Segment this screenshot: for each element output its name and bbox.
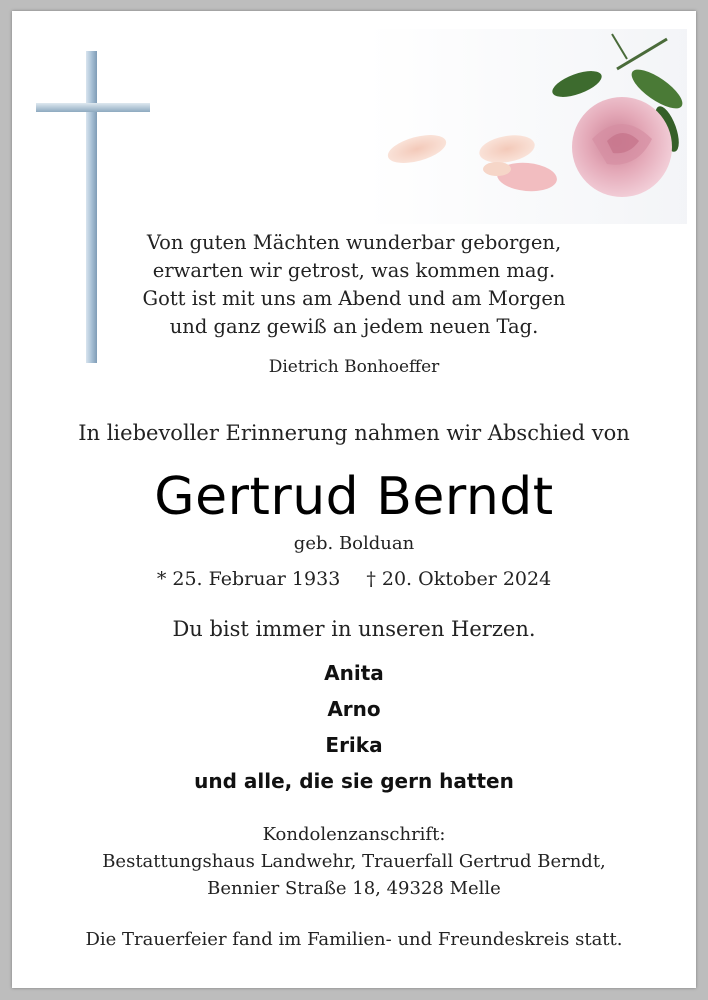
condolence-address [12,821,696,902]
death-date: † 20. Oktober 2024 [366,568,552,590]
birth-date: * 25. Februar 1933 [156,568,341,590]
poem-line: Gott ist mit uns am Abend und am Morgen [142,287,566,310]
mourner-name: Erika [325,733,383,757]
intro-text: In liebevoller Erinnerung nahmen wir Abschied von [78,421,630,445]
mourner-name: Anita [324,661,384,685]
poem-author: Dietrich Bonhoeffer [268,357,440,377]
motto: Du bist immer in unseren Herzen. [172,617,536,641]
mourner-name: und alle, die sie gern hatten [194,769,514,793]
deceased-name: Gertrud Berndt [154,467,554,527]
poem [12,229,696,341]
service-note: Die Trauerfeier fand im Familien- und Freundeskreis statt. [85,929,623,950]
mourners-list [12,655,696,799]
mourner-name: Arno [327,697,381,721]
life-dates [12,568,696,590]
obituary-card [12,11,696,988]
condolence-line: Bennier Straße 18, 49328 Melle [207,878,501,899]
poem-line: Von guten Mächten wunderbar geborgen, [146,231,562,254]
condolence-heading: Kondolenzanschrift: [262,824,446,845]
condolence-line: Bestattungshaus Landwehr, Trauerfall Gertrud Berndt, [102,851,606,872]
poem-line: erwarten wir getrost, was kommen mag. [152,259,556,282]
rose-decoration [367,29,687,224]
maiden-name: geb. Bolduan [293,533,415,554]
poem-line: und ganz gewiß an jedem neuen Tag. [169,315,539,338]
